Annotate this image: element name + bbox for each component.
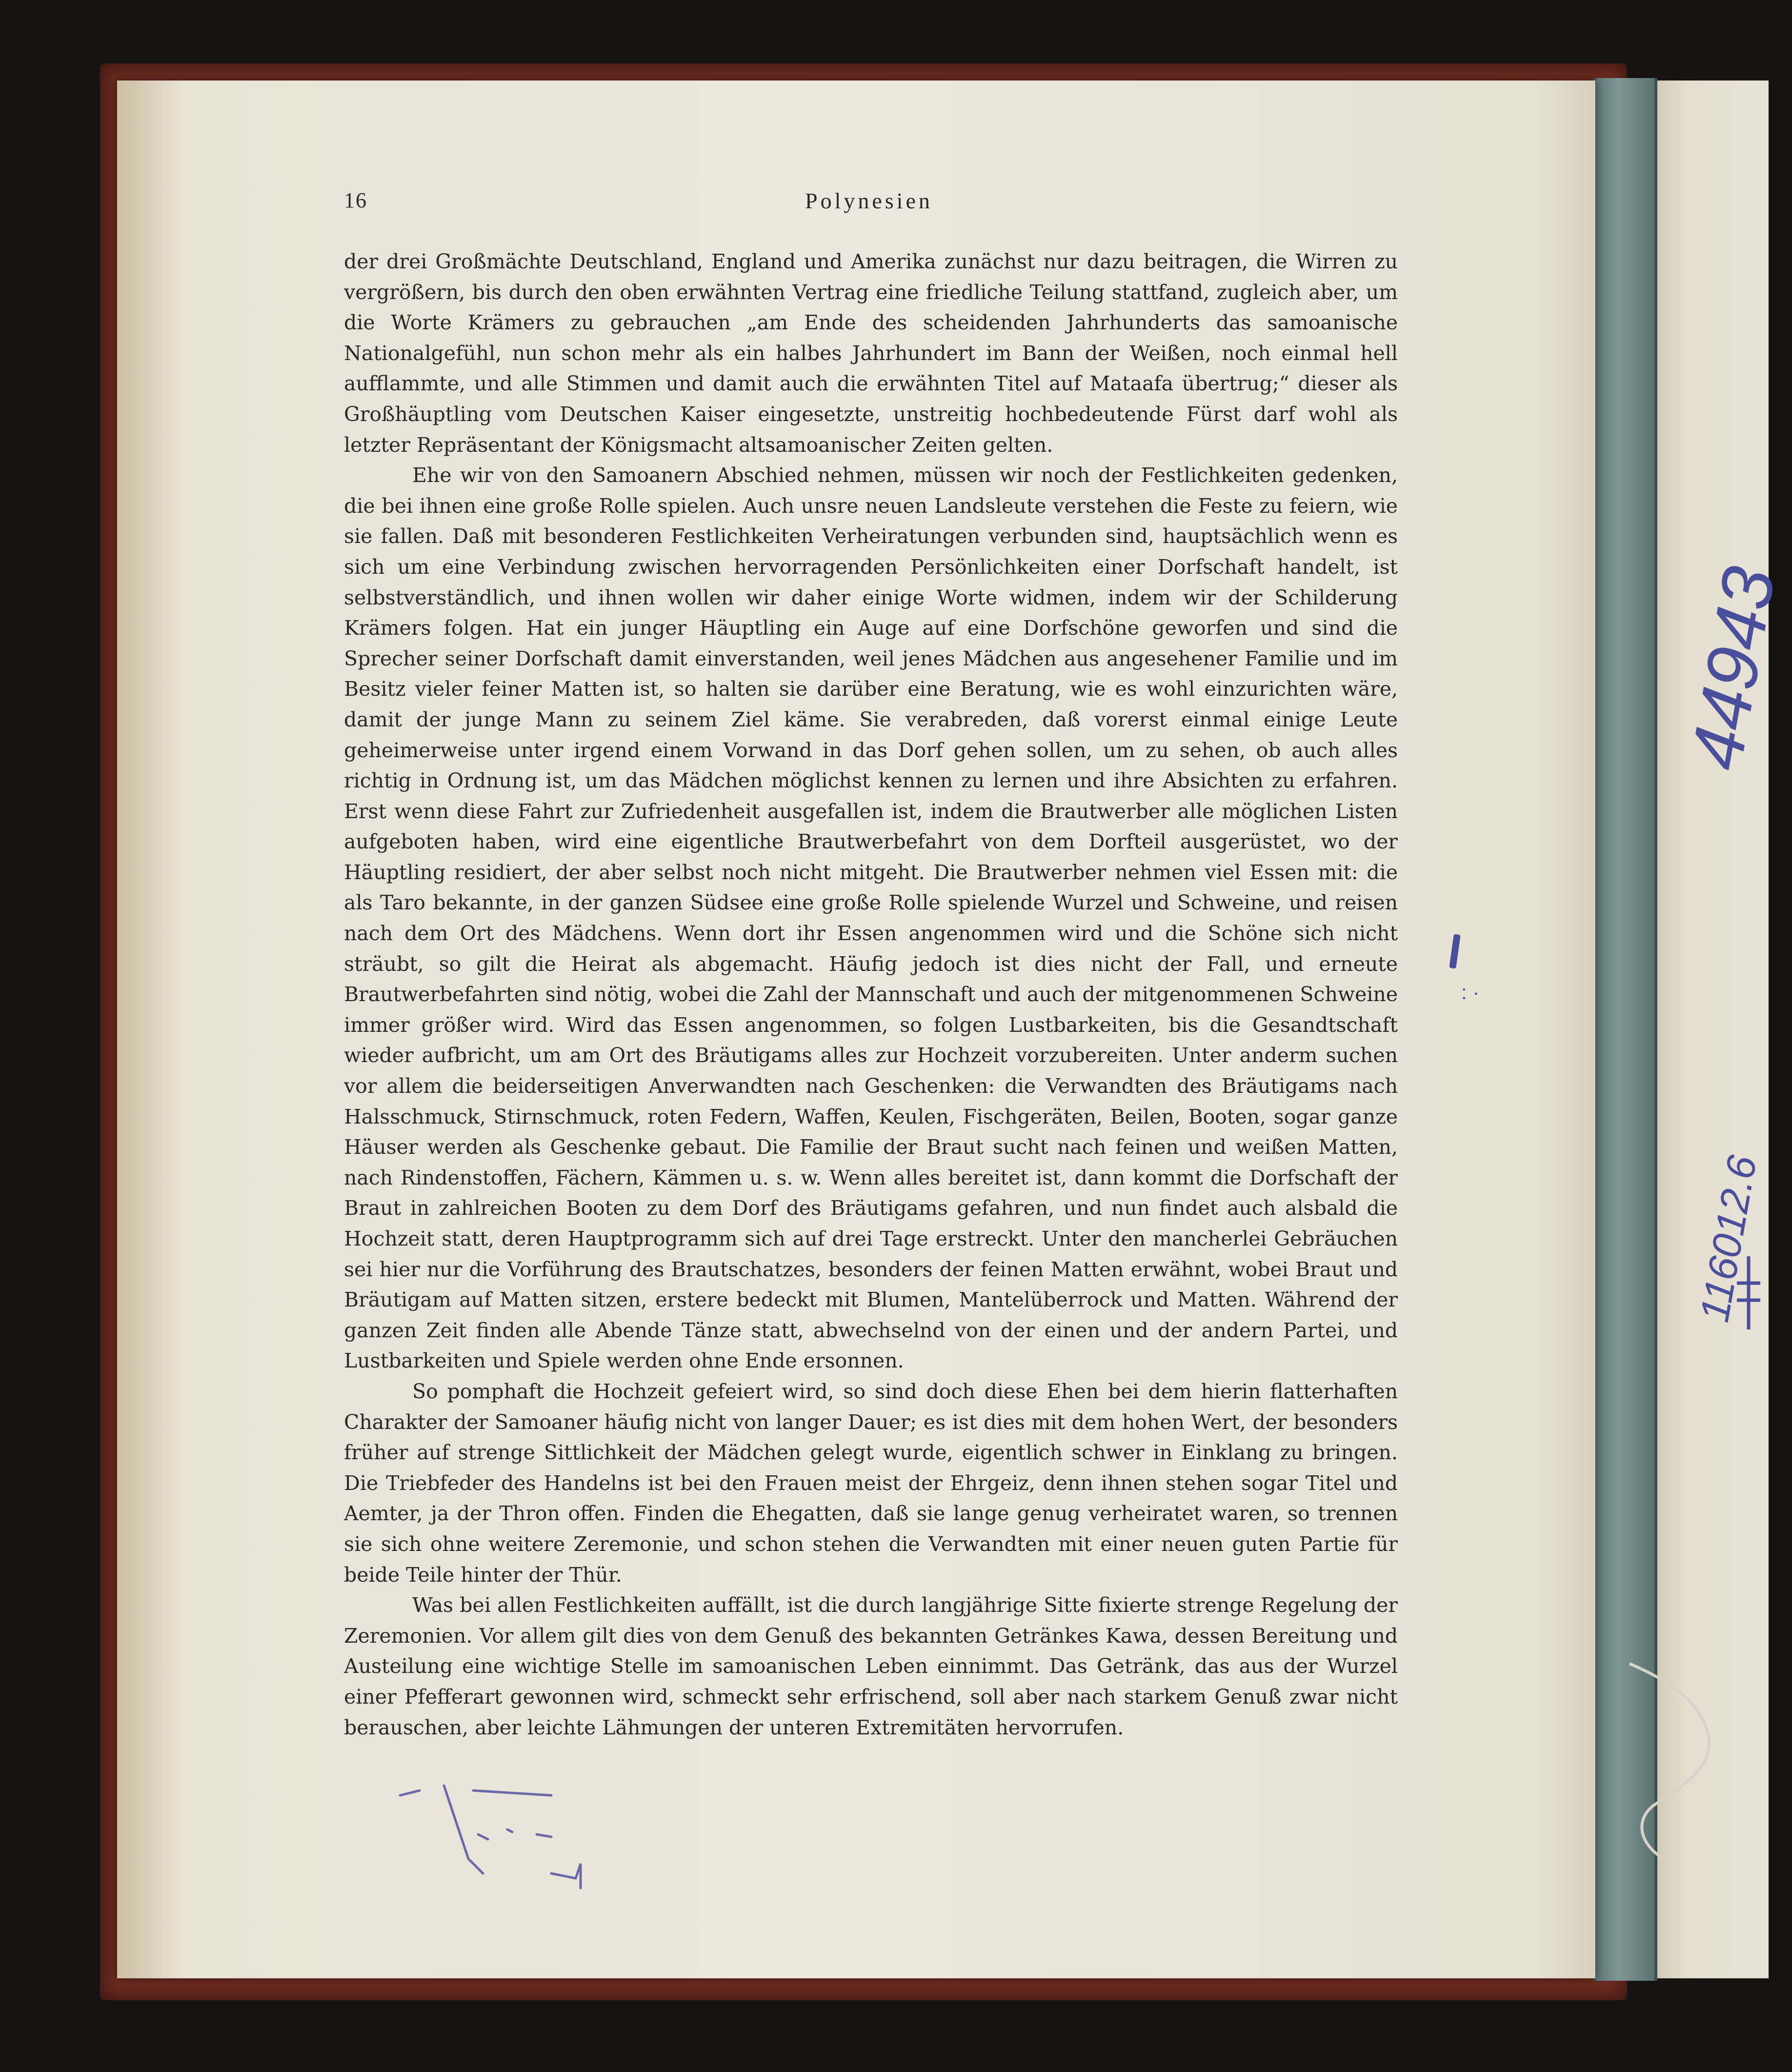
body-text — [344, 246, 1398, 1743]
paragraph: So pomphaft die Hochzeit gefeiert wird, so sind doch diese Ehen bei dem hierin flatterhaften Charakter der Samoaner häufig nicht von langer Dauer; es ist dies mit dem hohen Wert, der besonders früher auf strenge Sittlichkeit der Mädchen gelegt wurde, eigentlich schwer in Einklang zu bringen. Die Triebfeder des Handelns ist bei den Frauen meist der Ehrgeiz, denn ihnen stehen sogar Titel und Aemter, ja der Thron offen. Finden die Ehegatten, daß sie lange genug verheiratet waren, so trennen sie sich ohne weitere Zeremonie, und schon stehen die Verwandten mit einer neuen guten Partie für beide Teile hinter der Thür. — [344, 1379, 1398, 1587]
pencil-scribble-icon — [390, 1776, 683, 1893]
hash-mark-icon — [1737, 1256, 1760, 1329]
pencil-dots: : · — [1461, 981, 1480, 1004]
inventory-number-note: 44943 — [1674, 561, 1791, 776]
binding-thread-icon — [1625, 1659, 1722, 1864]
paragraph: der drei Großmächte Deutschland, England und Amerika zunächst nur dazu beitragen, die Wirren zu vergrößern, bis durch den oben erwähnten Vertrag eine friedliche Teilung stattfand, zugleich aber, um die Worte Krämers zu gebrauchen „am Ende des scheidenden Jahrhunderts das samoanische Nationalgefühl, nun schon mehr als ein halbes Jahrhundert im Bann der Weißen, noch einmal hell aufflammte, und alle Stimmen und damit auch die erwähnten Titel auf Mataafa übertrug;“ dieser als Großhäuptling vom Deutschen Kaiser eingesetzte, unstreitig hochbedeutende Fürst darf wohl als letzter Repräsentant der Königsmacht altsamoanischer Zeiten gelten. — [344, 250, 1398, 457]
page-number: 16 — [344, 188, 367, 212]
paragraph: Was bei allen Festlichkeiten auffällt, ist die durch langjährige Sitte fixierte strenge Regelung der Zeremonien. Vor allem gilt dies von dem Genuß des bekannten Getränkes Kawa, dessen Bereitung und Austeilung eine wichtige Stelle im samoanischen Leben einnimmt. Das Getränk, das aus der Wurzel einer Pfefferart gewonnen wird, schmeckt sehr erfrischend, soll aber nach starkem Genuß zwar nicht berauschen, aber leichte Lähmungen der unteren Extremitäten hervorrufen. — [344, 1593, 1398, 1739]
page-header — [344, 188, 993, 222]
accession-number-note: 116012.6 — [1691, 1152, 1766, 1326]
page-edge-stain — [117, 80, 185, 1978]
running-head: Polynesien — [805, 188, 933, 213]
paragraph: Ehe wir von den Samoanern Abschied nehmen, müssen wir noch der Festlichkeiten gedenken, die bei ihnen eine große Rolle spielen. Auch unsre neuen Landsleute verstehen die Feste zu feiern, wie sie fallen. Daß mit besonderen Festlichkeiten Verheiratungen verbunden sind, hauptsächlich wenn es sich um eine Verbindung zwischen hervorragenden Persönlichkeiten einer Dorfschaft handelt, ist selbstverständlich, und ihnen wollen wir daher einige Worte widmen, indem wir der Schilderung Krämers folgen. Hat ein junger Häuptling ein Auge auf eine Dorfschöne geworfen und sind die Sprecher seiner Dorfschaft damit einverstanden, weil jenes Mädchen aus angesehener Familie und im Besitz vieler feiner Matten ist, so halten sie darüber eine Beratung, wie es wohl einzurichten wäre, damit der junge Mann zu seinem Ziel käme. Sie verabreden, daß vorerst einmal einige Leute geheimerweise unter irgend einem Vorwand in das Dorf gehen sollen, um zu sehen, ob auch alles richtig in Ordnung ist, um das Mädchen möglichst kennen zu lernen und ihre Absichten zu erfahren. Erst wenn diese Fahrt zur Zufriedenheit ausgefallen ist, indem die Brautwerber alle möglichen Listen aufgeboten haben, wird eine eigentliche Brautwerbefahrt von dem Dorfteil ausgerüstet, wo der Häuptling residiert, der aber selbst noch nicht mitgeht. Die Brautwerber nehmen viel Essen mit: die als Taro bekannte, in der ganzen Südsee eine große Rolle spielende Wurzel und Schweine, und reisen nach dem Ort des Mädchens. Wenn dort ihr Essen angenommen wird und die Schöne sich nicht sträubt, so gilt die Heirat als abgemacht. Häufig jedoch ist dies nicht der Fall, und erneute Brautwerbefahrten sind nötig, wobei die Zahl der Mannschaft und auch der mitgenommenen Schweine immer größer wird. Wird das Essen angenommen, so folgen Lustbarkeiten, bis die Gesandtschaft wieder aufbricht, um am Ort des Bräutigams alles zur Hochzeit vorzubereiten. Unter anderm suchen vor allem die beiderseitigen Anverwandten nach Geschenken: die Verwandten des Bräutigams nach Halsschmuck, Stirnschmuck, roten Federn, Waffen, Keulen, Fischgeräten, Beilen, Booten, sogar ganze Häuser werden als Geschenke gebaut. Die Familie der Braut sucht nach feinen und weißen Matten, nach Rindenstoffen, Fächern, Kämmen u. s. w. Wenn alles bereitet ist, dann kommt die Dorfschaft der Braut in zahlreichen Booten zu dem Dorf des Bräutigams gefahren, und nun findet auch alsbald die Hochzeit statt, deren Hauptprogramm sich auf drei Tage erstreckt. Unter den mancherlei Gebräuchen sei hier nur die Vorführung des Brautschatzes, besonders der feinen Matten erwähnt, wobei Braut und Bräutigam auf Matten sitzen, erstere bedeckt mit Blumen, Mantelüberrock und Matten. Während der ganzen Zeit finden alle Abende Tänze statt, abwechselnd von der einen und der andern Partei, und Lustbarkeiten und Spiele werden ohne Ende ersonnen. — [344, 463, 1398, 1373]
